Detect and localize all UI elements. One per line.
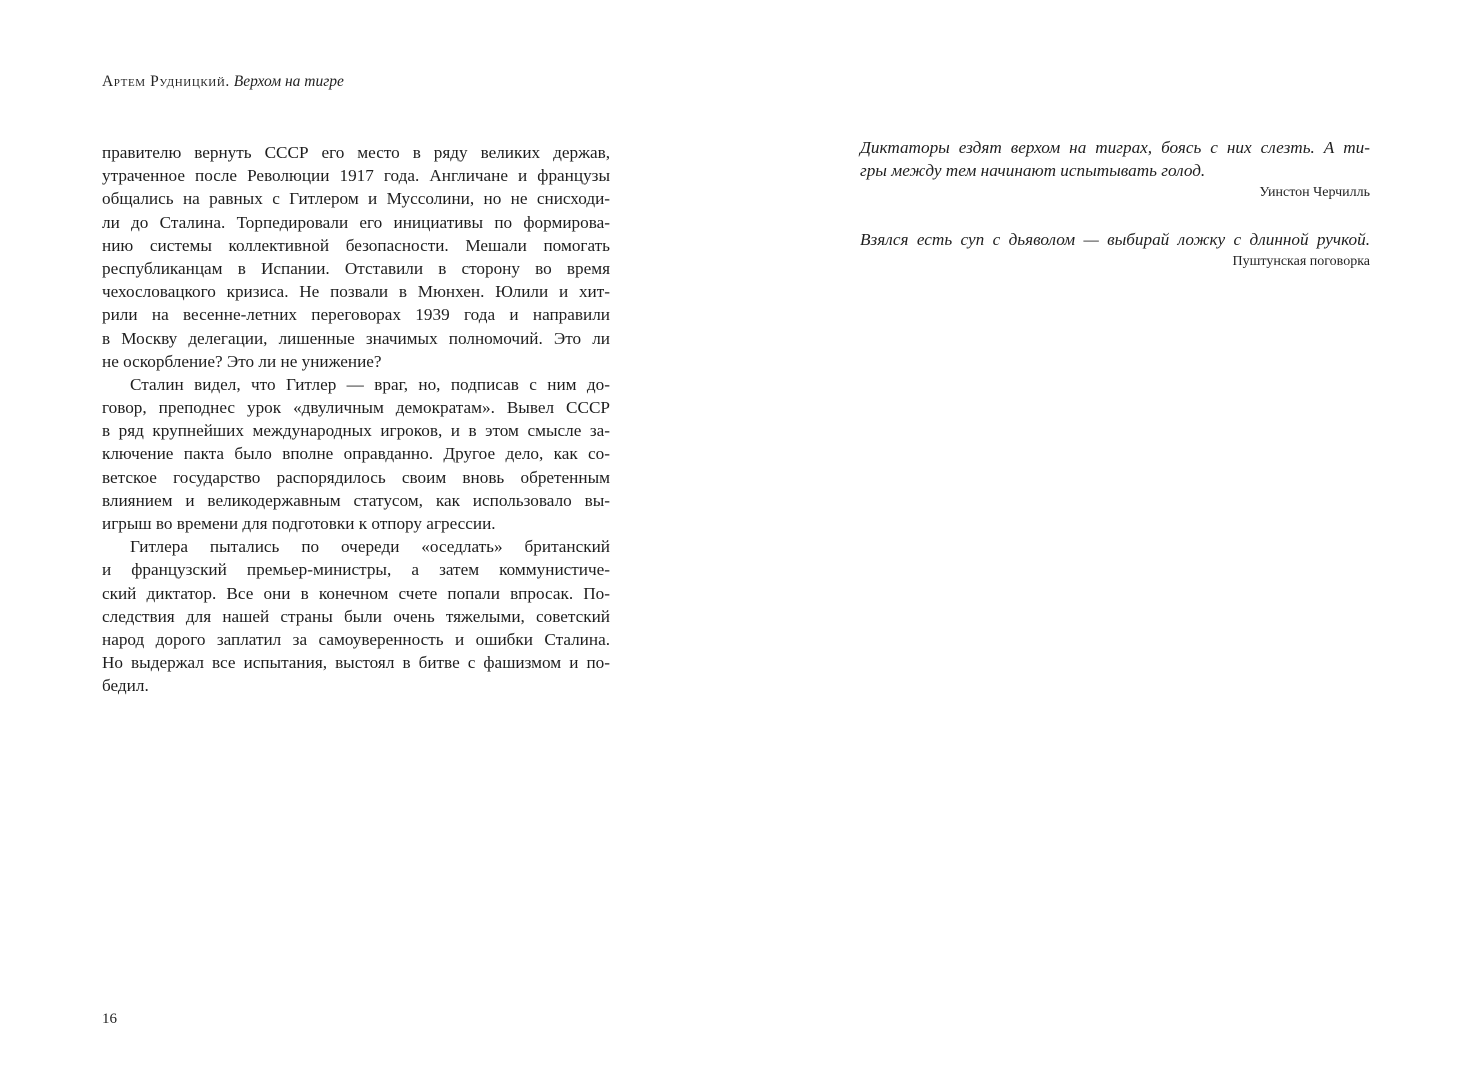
text-line: игрыш во времени для подготовки к отпору агрессии.: [102, 514, 496, 533]
body-text: [102, 141, 610, 698]
text-line: Но выдержал все испытания, выстоял в битве с фашизмом и по-: [102, 653, 610, 673]
running-head-title: Верхом на тигре: [233, 73, 344, 90]
text-line: народ дорого заплатил за самоуверенность и ошибки Сталина.: [102, 629, 610, 649]
text-line: в ряд крупнейших международных игроков, и в этом смысле за-: [102, 421, 610, 441]
text-line: общались на равных с Гитлером и Муссолини, но не снисходи-: [102, 189, 610, 209]
text-line: ский диктатор. Все они в конечном счете попали впросак. По-: [102, 583, 610, 603]
page-number: 16: [102, 1011, 117, 1027]
text-line: не оскорбление? Это ли не унижение?: [102, 351, 382, 371]
text-line: следствия для нашей страны были очень тяжелыми, советский: [102, 606, 610, 626]
epigraph-quote: [860, 228, 1370, 251]
right-page: [735, 0, 1470, 1080]
text-line: Сталин видел, что Гитлер — враг, но, подписав с ним до-: [130, 374, 610, 394]
text-line: утраченное после Революции 1917 года. Англичане и французы: [102, 166, 610, 186]
text-line: ключение пакта было вполне оправданно. Другое дело, как со-: [102, 444, 610, 464]
text-line: нию системы коллективной безопасности. Мешали помогать: [102, 235, 610, 255]
epigraph: [860, 228, 1370, 272]
text-line: говор, преподнес урок «двуличным демократам». Вывел СССР: [102, 398, 610, 418]
text-line: чехословацкого кризиса. Не позвали в Мюнхен. Юлили и хит-: [102, 282, 610, 302]
text-line: ли до Сталина. Торпедировали его инициативы по формирова-: [102, 212, 610, 232]
running-head: [102, 72, 344, 92]
running-head-author: Артем Рудницкий.: [102, 73, 230, 90]
text-line: ветское государство распорядилось своим вновь обретенным: [102, 467, 610, 487]
epigraph: [860, 136, 1370, 203]
quote-line: гры между тем начинают испытывать голод.: [860, 161, 1206, 181]
text-line: республиканцам в Испании. Отставили в сторону во время: [102, 258, 610, 278]
text-line: в Москву делегации, лишенные значимых полномочий. Это ли: [102, 328, 610, 348]
text-line: правителю вернуть СССР его место в ряду великих держав,: [102, 143, 610, 162]
text-line: рили на весенне-летних переговорах 1939 года и направили: [102, 305, 610, 325]
text-line: бедил.: [102, 676, 149, 696]
text-line: и французский премьер-министры, а затем коммунистиче-: [102, 560, 610, 580]
epigraph-attribution: Уинстон Черчилль: [1259, 185, 1370, 201]
text-line: Гитлера пытались по очереди «оседлать» британский: [130, 537, 610, 557]
epigraph-quote: [860, 136, 1370, 182]
epigraph-attribution: Пуштунская поговорка: [1232, 254, 1370, 270]
quote-line: Диктаторы ездят верхом на тиграх, боясь с них слезть. А ти-: [860, 138, 1370, 157]
text-line: влиянием и великодержавным статусом, как использовало вы-: [102, 490, 610, 510]
quote-line: Взялся есть суп с дьяволом — выбирай ложку с длинной ручкой.: [860, 230, 1370, 249]
